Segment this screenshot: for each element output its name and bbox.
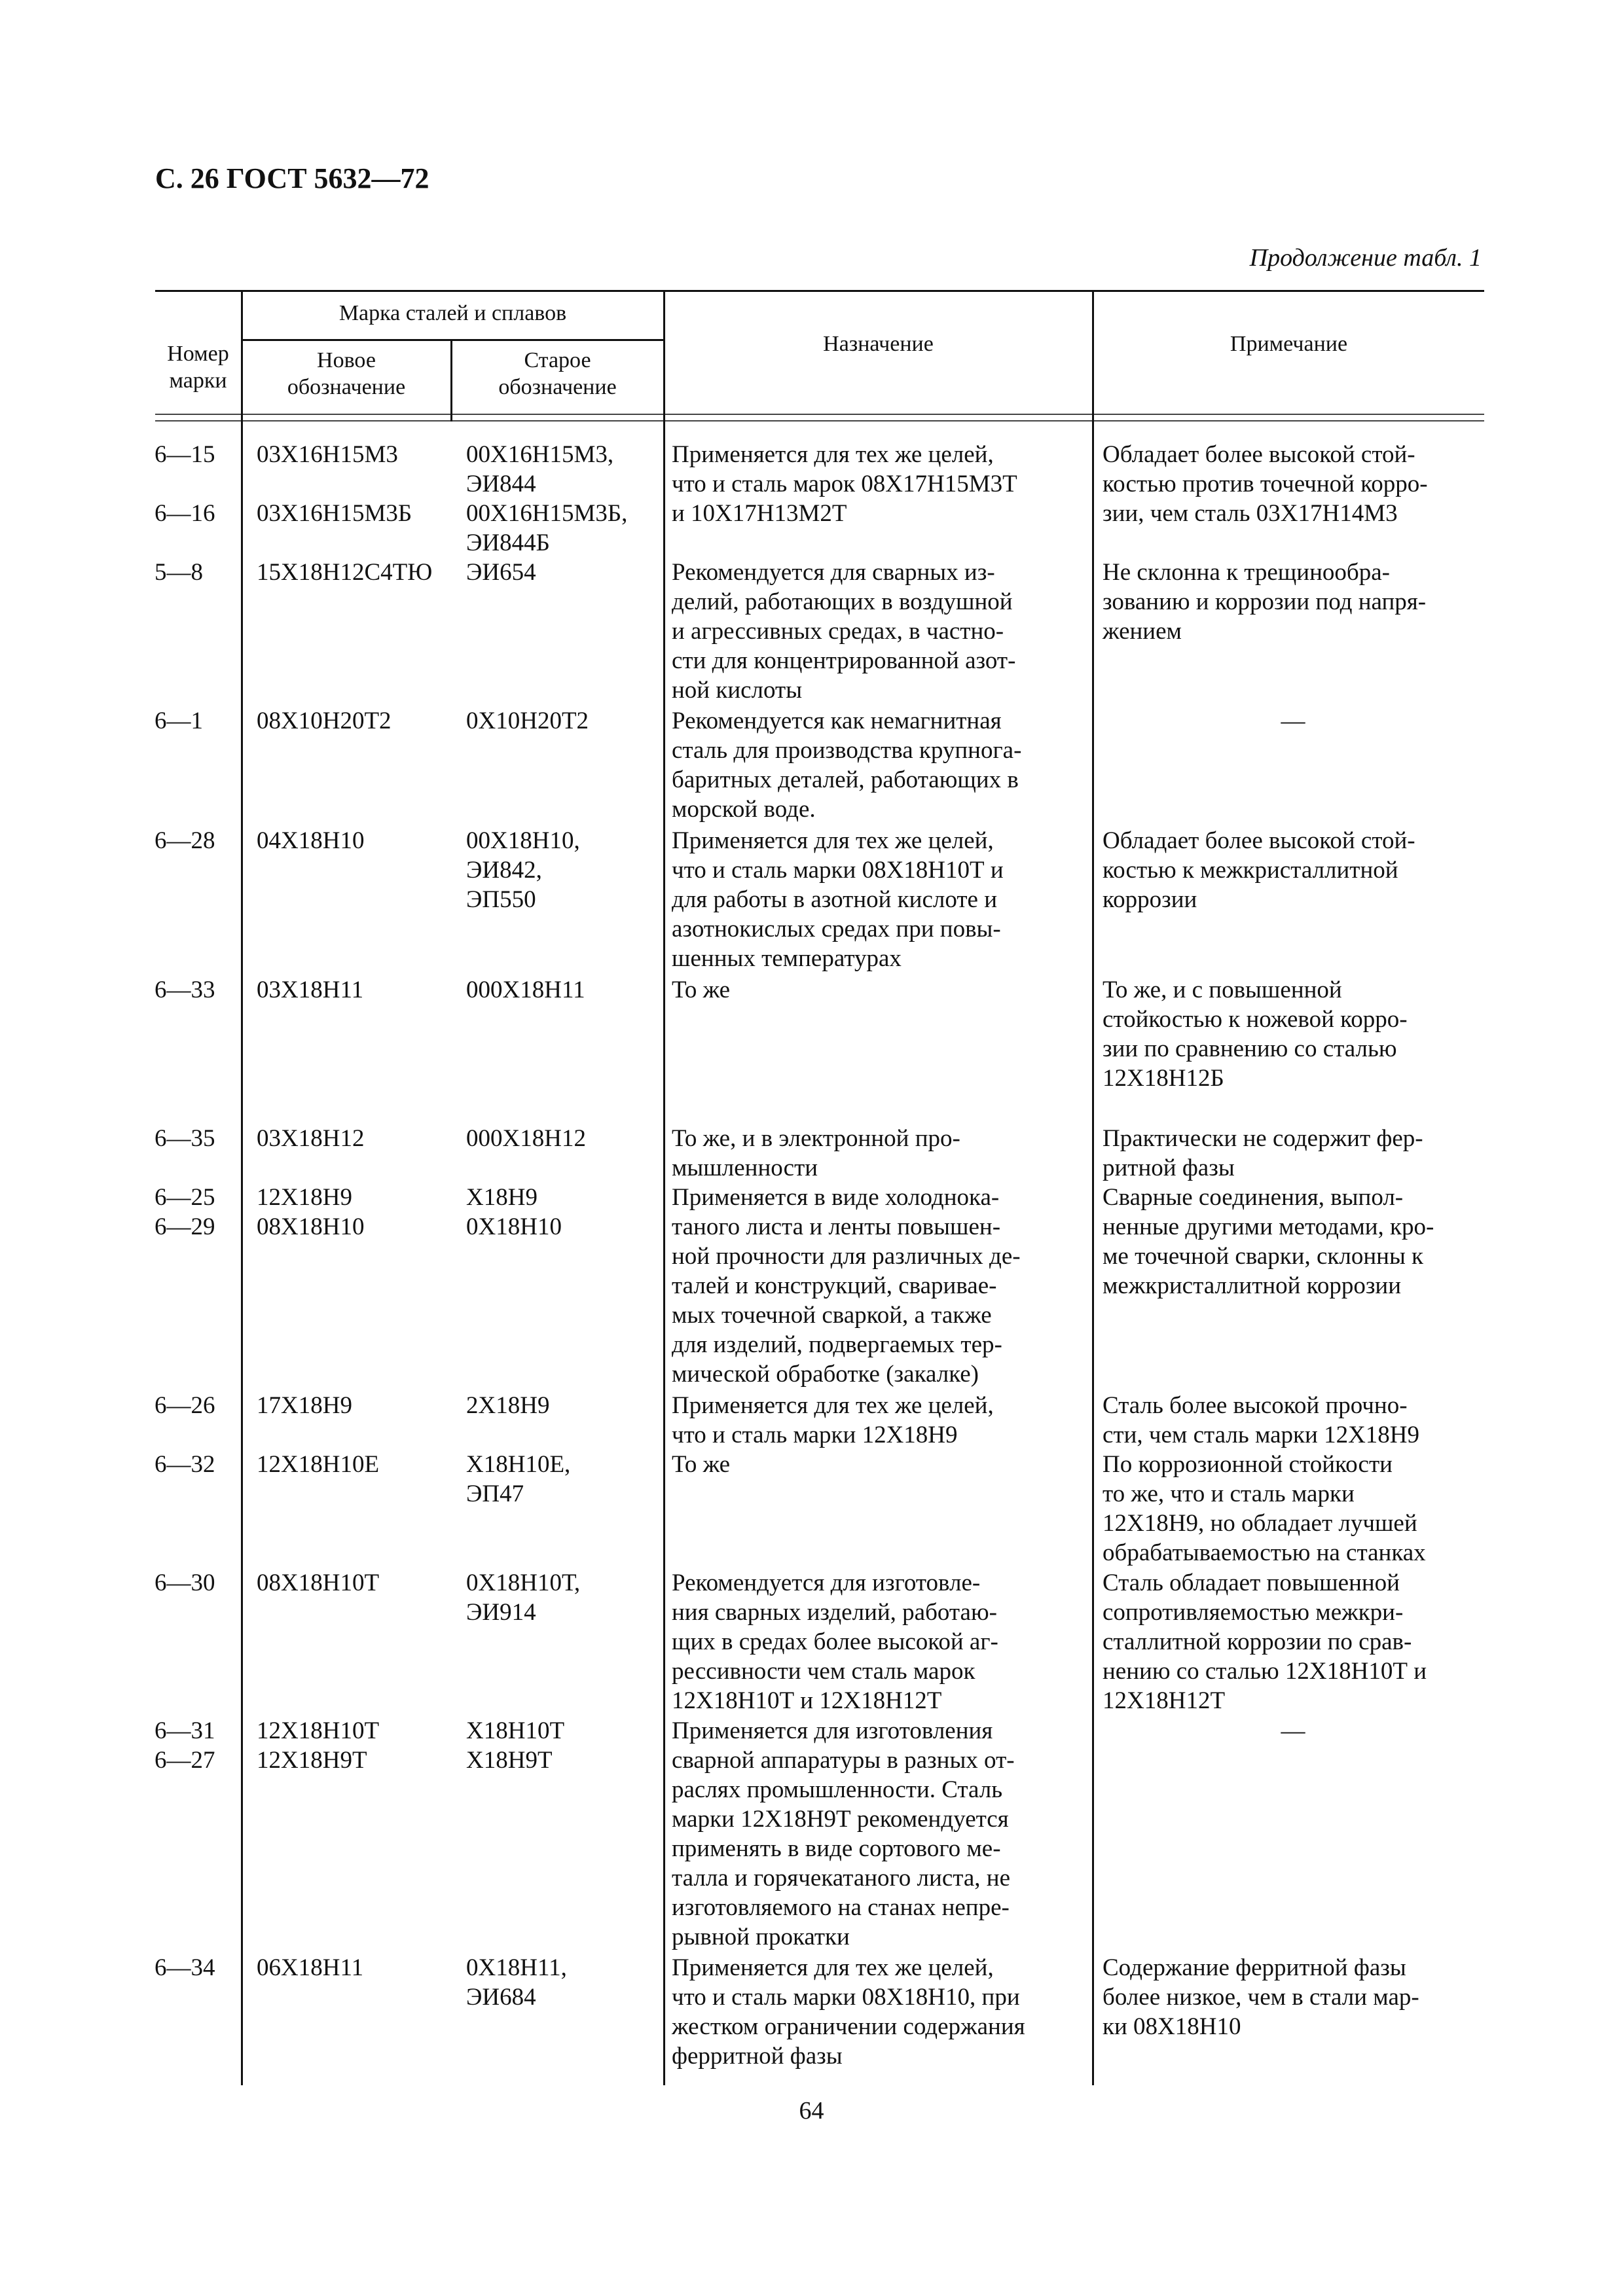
header-grade-group: Марка сталей и сплавов: [338, 301, 567, 325]
header-number: Номер марки: [167, 342, 229, 393]
header-old-designation: Старое обозначение: [498, 348, 617, 400]
cell-old-grade: 0Х10Н20Т2: [466, 708, 589, 734]
cell-old-grade: 2Х18Н9: [466, 1392, 550, 1419]
cell-old-grade: 00Х16Н15М3Б, ЭИ844Б: [466, 500, 628, 556]
cell-new-grade: 06Х18Н11: [257, 1954, 364, 1981]
cell-old-grade: Х18Н9: [466, 1184, 538, 1211]
header-new-designation: Новое обозначение: [287, 348, 406, 400]
cell-number: 6—31: [155, 1717, 215, 1744]
cell-old-grade: 00Х18Н10, ЭИ842, ЭП550: [466, 827, 580, 913]
cell-new-grade: 17Х18Н9: [257, 1392, 352, 1419]
cell-old-grade: ЭИ654: [466, 559, 536, 586]
cell-purpose: Применяется для тех же целей, что и сталь марки 12Х18Н9: [672, 1392, 994, 1448]
cell-purpose: Применяется для тех же целей, что и сталь марки 08Х18Н10, при жестком ограничении содержания ферритной фазы: [672, 1954, 1025, 2070]
header-purpose: Назначение: [823, 332, 934, 356]
cell-old-grade: 0Х18Н11, ЭИ684: [466, 1954, 567, 2011]
cell-new-grade: 03Х18Н11: [257, 977, 364, 1003]
cell-old-grade: Х18Н10Е, ЭП47: [466, 1451, 571, 1507]
table-top-border: [155, 290, 1484, 292]
cell-note: Практически не содержит фер- ритной фазы: [1103, 1125, 1423, 1181]
cell-number: 6—25: [155, 1184, 215, 1211]
cell-number: 6—1: [155, 708, 203, 734]
cell-new-grade: 03Х16Н15М3Б: [257, 500, 412, 527]
cell-new-grade: 12Х18Н10Е: [257, 1451, 380, 1478]
column-divider-4: [1092, 290, 1094, 2085]
cell-new-grade: 12Х18Н9: [257, 1184, 352, 1211]
cell-number: 6—33: [155, 977, 215, 1003]
cell-old-grade: 000Х18Н11: [466, 977, 585, 1003]
cell-number: 6—30: [155, 1570, 215, 1596]
cell-note: Содержание ферритной фазы более низкое, чем в стали мар- ки 08Х18Н10: [1103, 1954, 1419, 2040]
cell-new-grade: 08Х18Н10Т: [257, 1570, 380, 1596]
page-number: 64: [799, 2097, 824, 2125]
cell-purpose: Рекомендуется для изготовле- ния сварных изделий, работаю- щих в средах более высокой аг- рессивности чем сталь марок 12Х18Н10Т и 12Х18Н12Т: [672, 1570, 998, 1714]
cell-note: Не склонна к трещинообра- зованию и коррозии под напря- жением: [1103, 559, 1427, 645]
cell-purpose: Применяется в виде холоднока- таного листа и ленты повышен- ной прочности для различных де- талей и конструкций, сваривае- мых точечной сваркой, а также для изделий, подвергаемых тер- мической обработке (закалке): [672, 1184, 1021, 1388]
cell-number: 6—34: [155, 1954, 215, 1981]
cell-old-grade: 000Х18Н12: [466, 1125, 586, 1152]
cell-note: Сварные соединения, выпол- ненные другими методами, кро- ме точечной сварки, склонны к межкристаллитной коррозии: [1103, 1184, 1434, 1299]
cell-number: 6—32: [155, 1451, 215, 1478]
cell-note: Обладает более высокой стой- костью против точечной корро- зии, чем сталь 03Х17Н14М3: [1103, 441, 1428, 527]
cell-note: Обладает более высокой стой- костью к межкристаллитной коррозии: [1103, 827, 1415, 913]
cell-number: 6—26: [155, 1392, 215, 1419]
cell-new-grade: 15Х18Н12С4ТЮ: [257, 559, 433, 586]
header-note: Примечание: [1230, 332, 1348, 356]
cell-new-grade: 04Х18Н10: [257, 827, 365, 854]
header-bottom-rule-1: [155, 414, 1484, 415]
column-divider-1: [241, 290, 243, 2085]
cell-note: —: [1281, 1717, 1305, 1744]
column-divider-3: [663, 290, 665, 2085]
cell-purpose: Рекомендуется для сварных из- делий, работающих в воздушной и агрессивных средах, в частно- сти для концентрированной азот- ной кислоты: [672, 559, 1016, 704]
cell-number: 6—35: [155, 1125, 215, 1152]
cell-purpose: Применяется для тех же целей, что и сталь марок 08Х17Н15М3Т и 10Х17Н13М2Т: [672, 441, 1017, 527]
cell-new-grade: 12Х18Н9Т: [257, 1747, 367, 1774]
cell-new-grade: 03Х16Н15М3: [257, 441, 398, 468]
cell-number: 6—16: [155, 500, 215, 527]
cell-purpose: Рекомендуется как немагнитная сталь для производства крупнога- баритных деталей, работающих в морской воде.: [672, 708, 1022, 823]
cell-new-grade: 03Х18Н12: [257, 1125, 365, 1152]
page-header: С. 26 ГОСТ 5632—72: [155, 162, 429, 194]
cell-number: 6—28: [155, 827, 215, 854]
cell-note: Сталь обладает повышенной сопротивляемостью межкри- сталлитной коррозии по срав- нению со сталью 12Х18Н10Т и 12Х18Н12Т: [1103, 1570, 1427, 1714]
cell-number: 6—27: [155, 1747, 215, 1774]
cell-old-grade: Х18Н9Т: [466, 1747, 553, 1774]
cell-old-grade: 00Х16Н15М3, ЭИ844: [466, 441, 614, 497]
cell-old-grade: 0Х18Н10: [466, 1213, 562, 1240]
cell-new-grade: 08Х18Н10: [257, 1213, 365, 1240]
header-bottom-rule-2: [155, 420, 1484, 422]
table-continuation-label: Продолжение табл. 1: [1249, 244, 1482, 272]
cell-note: По коррозионной стойкости то же, что и сталь марки 12Х18Н9, но обладает лучшей обрабатываемостью на станках: [1103, 1451, 1426, 1566]
cell-purpose: Применяется для тех же целей, что и сталь марки 08Х18Н10Т и для работы в азотной кислоте и азотнокислых средах при повы- шенных температурах: [672, 827, 1004, 972]
cell-new-grade: 12Х18Н10Т: [257, 1717, 380, 1744]
cell-number: 5—8: [155, 559, 203, 586]
cell-old-grade: Х18Н10Т: [466, 1717, 565, 1744]
cell-note: То же, и с повышенной стойкостью к ножевой корро- зии по сравнению со сталью 12Х18Н12Б: [1103, 977, 1408, 1092]
cell-note: Сталь более высокой прочно- сти, чем сталь марки 12Х18Н9: [1103, 1392, 1420, 1448]
cell-purpose: То же: [672, 977, 731, 1003]
cell-purpose: То же: [672, 1451, 731, 1478]
cell-number: 6—15: [155, 441, 215, 468]
cell-purpose: То же, и в электронной про- мышленности: [672, 1125, 960, 1181]
cell-new-grade: 08Х10Н20Т2: [257, 708, 392, 734]
header-group-divider: [242, 339, 663, 341]
cell-purpose: Применяется для изготовления сварной аппаратуры в разных от- раслях промышленности. Сталь марки 12Х18Н9Т рекомендуется применять в виде сортового ме- талла и горячекатаного листа, не изготовляемого на станах непре- рывной прокатки: [672, 1717, 1015, 1950]
cell-old-grade: 0Х18Н10Т, ЭИ914: [466, 1570, 581, 1626]
cell-note: —: [1281, 708, 1305, 734]
cell-number: 6—29: [155, 1213, 215, 1240]
